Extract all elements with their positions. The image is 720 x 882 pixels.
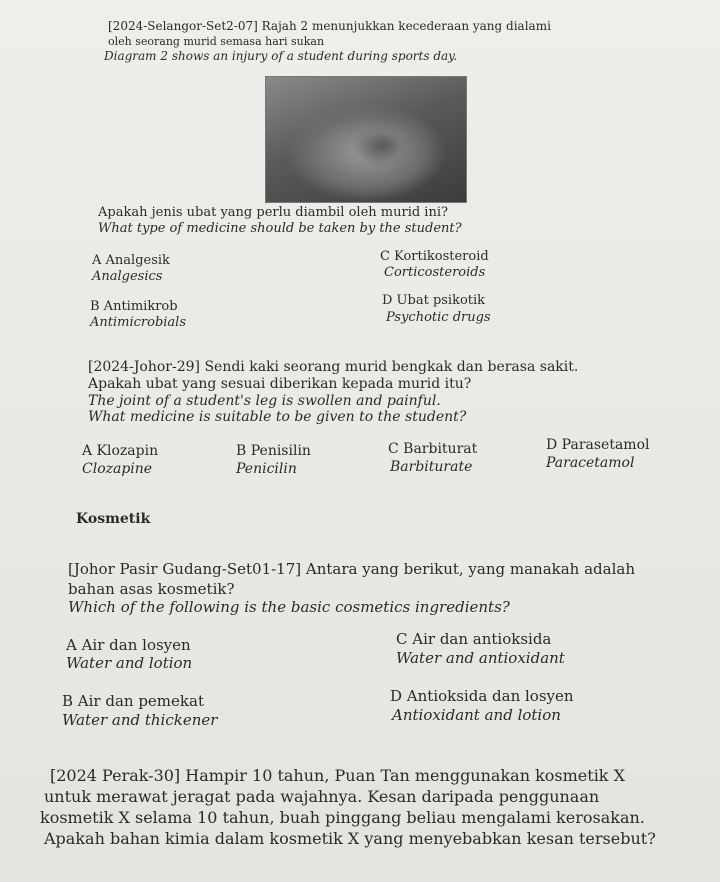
q3-option-c-ms: C Air dan antioksida: [396, 630, 552, 648]
injury-photo: [265, 76, 467, 203]
q2-option-d-en: Paracetamol: [546, 455, 635, 471]
q4-line3: kosmetik X selama 10 tahun, buah pinggang beliau mengalami kerosakan.: [40, 808, 645, 827]
q2-option-d-ms: D Parasetamol: [546, 437, 650, 453]
q4-line4: Apakah bahan kimia dalam kosmetik X yang menyebabkan kesan tersebut?: [44, 829, 656, 848]
q1-option-a-en: Analgesics: [92, 269, 163, 284]
q1-option-b-en: Antimicrobials: [90, 315, 187, 330]
q1-header: [2024-Selangor-Set2-07] Rajah 2 menunjukkan kecederaan yang dialami: [108, 19, 551, 33]
q1-line3: Diagram 2 shows an injury of a student during sports day.: [104, 49, 458, 63]
q3-option-b-en: Water and thickener: [62, 711, 218, 729]
q2-option-b-en: Penicilin: [236, 461, 297, 477]
q1-option-c-en: Corticosteroids: [384, 265, 486, 280]
q1-question-ms: Apakah jenis ubat yang perlu diambil oleh murid ini?: [98, 205, 448, 220]
q4-line2: untuk merawat jeragat pada wajahnya. Kesan daripada penggunaan: [44, 787, 600, 806]
q2-line2: Apakah ubat yang sesuai diberikan kepada murid itu?: [88, 376, 472, 392]
q1-question-en: What type of medicine should be taken by the student?: [98, 221, 462, 236]
q3-option-a-en: Water and lotion: [66, 654, 193, 672]
q3-line2: bahan asas kosmetik?: [68, 580, 235, 598]
q1-option-d-en: Psychotic drugs: [386, 310, 491, 325]
q1-line2: oleh seorang murid semasa hari sukan: [108, 35, 325, 48]
q1-option-c-ms: C Kortikosteroid: [380, 249, 489, 264]
q2-option-c-ms: C Barbiturat: [388, 441, 478, 457]
section-title: Kosmetik: [76, 511, 151, 527]
q3-line1: [Johor Pasir Gudang-Set01-17] Antara yang berikut, yang manakah adalah: [68, 560, 636, 578]
q3-option-a-ms: A Air dan losyen: [66, 636, 191, 654]
q2-line4: What medicine is suitable to be given to the student?: [88, 409, 467, 425]
q2-option-b-ms: B Penisilin: [236, 443, 311, 459]
q2-option-a-en: Clozapine: [82, 461, 153, 477]
q3-option-b-ms: B Air dan pemekat: [62, 692, 204, 710]
q3-option-c-en: Water and antioxidant: [396, 649, 565, 667]
q2-option-a-ms: A Klozapin: [82, 443, 159, 459]
q3-option-d-ms: D Antioksida dan losyen: [390, 687, 574, 705]
q1-option-a-ms: A Analgesik: [92, 253, 170, 268]
q3-option-d-en: Antioxidant and lotion: [392, 706, 561, 724]
q2-line3: The joint of a student's leg is swollen and painful.: [88, 393, 441, 409]
q4-line1: [2024 Perak-30] Hampir 10 tahun, Puan Tan menggunakan kosmetik X: [50, 766, 625, 785]
q2-line1: [2024-Johor-29] Sendi kaki seorang murid bengkak dan berasa sakit.: [88, 359, 579, 375]
q1-option-b-ms: B Antimikrob: [90, 299, 178, 314]
q2-option-c-en: Barbiturate: [390, 459, 473, 475]
q1-option-d-ms: D Ubat psikotik: [382, 293, 486, 308]
q3-line3: Which of the following is the basic cosmetics ingredients?: [68, 598, 510, 616]
